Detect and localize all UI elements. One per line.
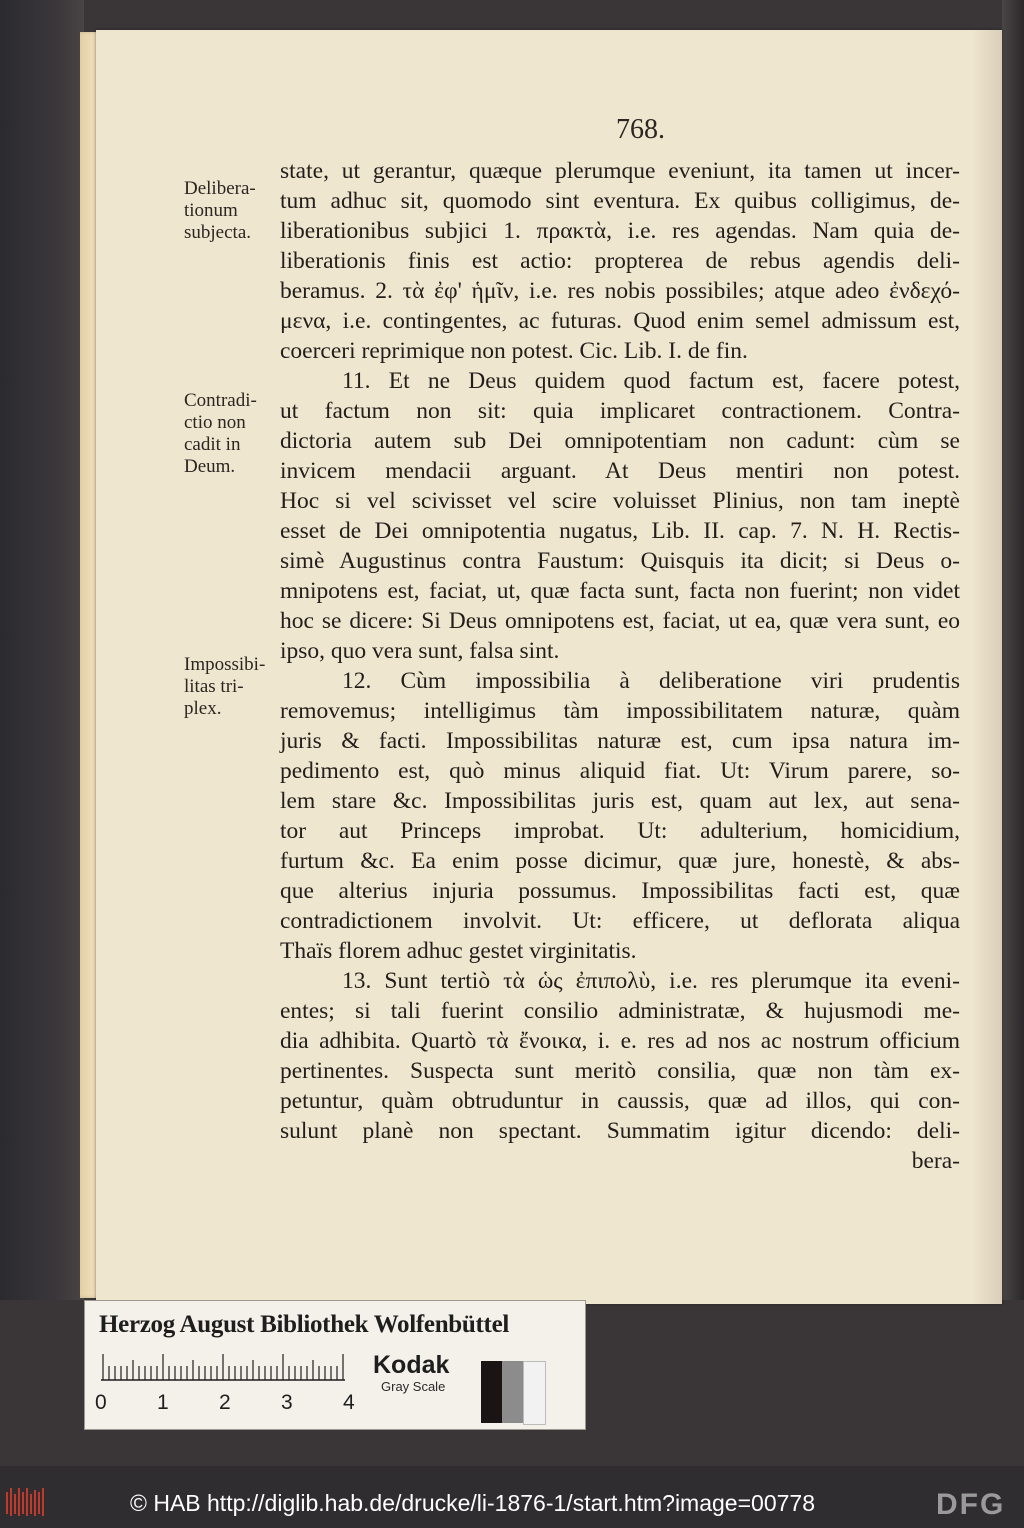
text-line: petuntur, quàm obtruduntur in caussis, quæ ad illos, qui con- <box>280 1088 960 1114</box>
text-line: lem stare &c. Impossibilitas juris est, quam aut lex, aut sena- <box>280 788 960 814</box>
text-line: entes; si tali fuerint consilio administratæ, & hujusmodi me- <box>280 998 960 1024</box>
text-line: contradictionem involvit. Ut: efficere, ut deflorata aliqua <box>280 908 960 934</box>
text-line: liberationis finis est actio: propterea de rebus agendis deli- <box>280 248 960 274</box>
text-line: Hoc si vel scivisset vel scire voluisset Plinius, non tam ineptè <box>280 488 960 514</box>
ruler-label: 2 <box>219 1391 231 1414</box>
page-number: 768. <box>616 114 665 145</box>
text-line: state, ut gerantur, quæque plerumque eveniunt, ita tamen ut incer- <box>280 158 960 184</box>
text-line: sulunt planè non spectant. Summatim igitur dicendo: deli- <box>280 1118 960 1144</box>
text-line: hoc se dicere: Si Deus omnipotens est, faciat, ut ea, quæ vera sunt, eo <box>280 608 960 634</box>
copyright-link[interactable]: © HAB http://diglib.hab.de/drucke/li-1876-1/start.htm?image=00778 <box>130 1490 815 1516</box>
ruler-label: 1 <box>157 1391 169 1414</box>
ruler-label: 0 <box>95 1391 107 1414</box>
text-line: tor aut Princeps improbat. Ut: adulterium, homicidium, <box>280 818 960 844</box>
ruler-labels <box>95 1391 355 1417</box>
ruler-scale <box>101 1353 345 1381</box>
text-line: dia adhibita. Quartò τὰ ἔνοικα, i. e. res ad nos ac nostrum officium <box>280 1028 960 1054</box>
hab-barcode-logo-icon <box>6 1486 46 1518</box>
text-line: liberationibus subjici 1. πρακτὰ, i.e. res agendas. Nam quia de- <box>280 218 960 244</box>
text-line: ipso, quo vera sunt, falsa sint. <box>280 638 560 664</box>
text-line: 12. Cùm impossibilia à deliberatione viri prudentis <box>342 668 960 694</box>
text-line: pertinentes. Suspecta sunt meritò consilia, quæ non tàm ex- <box>280 1058 960 1084</box>
gray-scale-label: Gray Scale <box>381 1379 446 1394</box>
library-name: Herzog August Bibliothek Wolfenbüttel <box>99 1311 510 1338</box>
margin-note-contradictio: Contradi- ctio non cadit in Deum. <box>184 390 257 477</box>
text-line: dictoria autem sub Dei omnipotentiam non cadunt: cùm se <box>280 428 960 454</box>
scan-background-left <box>0 0 84 1300</box>
gray-patch-gray <box>502 1361 523 1423</box>
catchword: bera- <box>911 1148 960 1174</box>
scan-background-right <box>1002 0 1024 1300</box>
gray-patch-white <box>523 1361 546 1425</box>
text-line: μενα, i.e. contingentes, ac futuras. Quod enim semel admissum est, <box>280 308 960 334</box>
text-line: simè Augustinus contra Faustum: Quisquis ita dicit; si Deus o- <box>280 548 960 574</box>
text-line: invicem mendacii arguant. At Deus mentiri non potest. <box>280 458 960 484</box>
dfg-logo: DFG <box>936 1488 1006 1521</box>
text-line: beramus. 2. τὰ ἐφ' ἡμῖν, i.e. res nobis possibiles; atque adeo ἐνδεχό- <box>280 278 960 304</box>
text-line: furtum &c. Ea enim posse dicimur, quæ jure, honestè, & abs- <box>280 848 960 874</box>
text-line: Thaïs florem adhuc gestet virginitatis. <box>280 938 637 964</box>
text-line: 13. Sunt tertiò τὰ ὡς ἐπιπολὺ, i.e. res plerumque ita eveni- <box>342 968 960 994</box>
text-line: ut factum non sit: quia implicaret contractionem. Contra- <box>280 398 960 424</box>
ruler-label: 3 <box>281 1391 293 1414</box>
text-line: mnipotens est, faciat, ut, quæ facta sunt, facta non fuerint; non videt <box>280 578 960 604</box>
text-line: 11. Et ne Deus quidem quod factum est, facere potest, <box>342 368 960 394</box>
gray-patch-black <box>481 1361 502 1423</box>
text-line: removemus; intelligimus tàm impossibilitatem naturæ, quàm <box>280 698 960 724</box>
margin-note-impossibilitas: Impossibi- litas tri- plex. <box>184 654 266 719</box>
text-line: juris & facti. Impossibilitas naturæ est, cum ipsa natura im- <box>280 728 960 754</box>
text-line: esset de Dei omnipotentia nugatus, Lib. II. cap. 7. N. H. Rectis- <box>280 518 960 544</box>
text-line: tum adhuc sit, quomodo sint eventura. Ex quibus colligimus, de- <box>280 188 960 214</box>
text-line: pedimento est, quò minus aliquid fiat. Ut: Virum parere, so- <box>280 758 960 784</box>
text-line: que alterius injuria possumus. Impossibilitas facti est, quæ <box>280 878 960 904</box>
library-color-strip <box>84 1300 586 1430</box>
kodak-logo: Kodak <box>373 1351 450 1379</box>
text-line: coerceri reprimique non potest. Cic. Lib. I. de fin. <box>280 338 748 364</box>
ruler-label: 4 <box>343 1391 355 1414</box>
margin-note-deliberationum: Delibera- tionum subjecta. <box>184 178 256 243</box>
